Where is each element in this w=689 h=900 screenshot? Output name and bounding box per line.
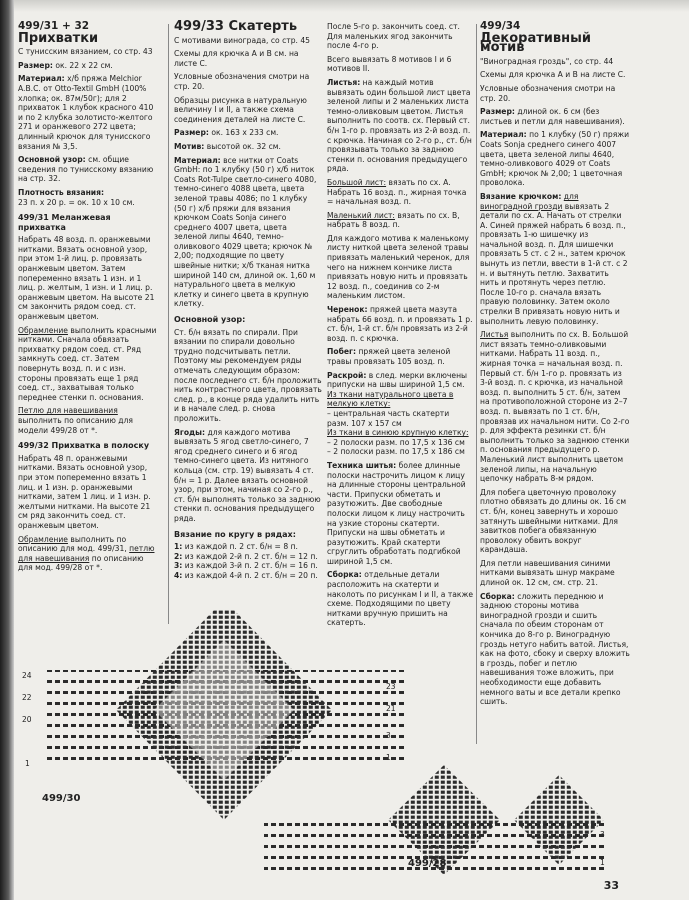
intro-text-3: Условные обозначения смотри на стр. 20. bbox=[480, 83, 616, 103]
materials-label: Материал: bbox=[174, 155, 221, 165]
round-number: 3: bbox=[174, 561, 183, 571]
big-leaf-text: вязать по сх. А. Набрать 16 возд. п., жирная точка = начальная возд. п. bbox=[327, 177, 467, 207]
edging-32-text: выполнить по описанию для мод. 499/31, bbox=[18, 534, 127, 554]
round-text: из каждой п. 2 ст. б/н = 8 п. bbox=[184, 542, 298, 552]
density-label: Плотность вязания: bbox=[18, 187, 105, 197]
leaves-label: Листья bbox=[480, 330, 509, 340]
basic-pattern-text: см. общие сведения по тунисскому вязанию на стр. 32. bbox=[18, 155, 154, 184]
round-number: 1: bbox=[174, 542, 183, 552]
density-paragraph bbox=[18, 188, 158, 207]
leaves-text: на каждый мотив вывязать один большой лист цвета зеленой липы и 2 маленьких листа темно-оливковым цветом. Листья выполнить по соотв. сх. Первый ст. б/н 1-го р. провязать из 2-й возд. п. с крючка. Начиная со 2-го р., ст. б/н провязывать только за заднюю стенки п. основания предыдущего ряда. bbox=[327, 77, 472, 174]
round-text: из каждой 4-й п. 2 ст. б/н = 20 п. bbox=[184, 570, 318, 580]
small-leaf-paragraph bbox=[327, 211, 473, 230]
subsection-title-31: 499/31 Меланжевая прихватка bbox=[18, 213, 111, 232]
loop-32-label: петлю для навешивания bbox=[18, 544, 155, 563]
cut-big-text-2: – 2 полоски разм. по 17,5 x 186 см bbox=[327, 447, 465, 457]
row-number-label: 22 bbox=[22, 693, 32, 702]
intro-text-1: С мотивами винограда, со стр. 45 bbox=[174, 35, 311, 45]
chart-label-499-30: 499/30 bbox=[42, 793, 81, 804]
shoot-paragraph bbox=[327, 347, 473, 366]
motif-label: Мотив: bbox=[174, 141, 205, 151]
round-item bbox=[174, 571, 322, 581]
materials-text: x/б пряжа Melchior A.B.C. от Otto-Textil GmbH (100% хлопка; ок. 87м/50г); для 2 прихваток 1 клубок красного 410 и по 2 клубка золотисто-желтого 271 и оранжевого 272 цвета; длинный крючок для тунисского вязания № 3,5. bbox=[18, 74, 154, 151]
round-item bbox=[174, 561, 322, 571]
cut-big-text-1: – 2 полоски разм. по 17,5 x 136 см bbox=[327, 437, 465, 447]
small-leaf-text: вязать по сх. В, набрать 8 возд. п. bbox=[327, 210, 460, 230]
subsection-31-text: Набрать 48 возд. п. оранжевыми нитками. Вязать основной узор, при этом 1-й лиц. р. провязать оранжевым цветом. Затем попеременно вязать 1 изн. и 1 лиц. р. желтым, 1 изн. и 1 лиц. р. оранжевым цветом. На высоте 21 см закончить рядом соед. ст. оранжевым цветом. bbox=[18, 235, 155, 322]
stem-label: Черенок: bbox=[327, 305, 368, 315]
assembly-text: отдельные детали расположить на скатерти и наколоть по рисункам I и II, а также схеме. Подходящими по цвету нитками вручную пришить на скатерть. bbox=[327, 570, 474, 628]
subsection-32-text: Набрать 48 п. оранжевыми нитками. Вязать основной узор, при этом попеременно вязать 1 лиц. и 1 изн. р. оранжевыми нитками, затем 1 лиц. и 1 изн. р. желтыми нитками. На высоте 21 см ряд закончить соед. ст. оранжевым цветом. bbox=[18, 453, 151, 530]
shoot-text: пряжей цвета зеленой травы провязать 105 возд. п. bbox=[327, 347, 451, 366]
motif-value: высотой ок. 32 см. bbox=[206, 141, 281, 151]
loop-text: Для петли навешивания синими нитками вывязать шнур макраме длиной ок. 12 см, см. стр. 21. bbox=[480, 558, 615, 588]
row-number-label: 24 bbox=[22, 671, 32, 680]
shoot-text: Для побега цветочную проволоку плотно обвязать до длины ок. 16 см ст. б/н, конец завернуть и хорошо затянуть швейными нитками. Для завитков побега обвязанную проволоку обвить вокруг карандаша. bbox=[480, 487, 627, 555]
edging-31-paragraph bbox=[18, 326, 158, 403]
berries-text: для каждого мотива вывязать 5 ягод светло-синего, 7 ягод среднего синего и 6 ягод темно-синего цвета. Из нитяного кольца (см. стр. 19) вывязать 4 ст. б/н = 1 р. Далее вязать основной узор, при этом, начиная со 2-го р., ст. б/н выполнять только за заднюю стенки п. основания предыдущего ряда. bbox=[174, 427, 321, 523]
stem-text: пряжей цвета мазута набрать 66 возд. п. и провязать 1 р. ст. б/н, 1-й ст. б/н провязать из 2-й возд. п. с крючка. bbox=[327, 305, 473, 343]
round-text: из каждой 3-й п. 2 ст. б/н = 16 п. bbox=[184, 561, 318, 571]
edging-32-paragraph bbox=[18, 535, 158, 573]
edging-32-label: Обрамление bbox=[18, 534, 68, 544]
cut-small-text: – центральная часть скатерти разм. 107 x 157 см bbox=[327, 408, 450, 428]
intro-text-3: Условные обозначения смотри на стр. 20. bbox=[174, 72, 310, 91]
column-divider bbox=[168, 24, 169, 624]
round-text: из каждой 2-й п. 2 ст. б/н = 12 п. bbox=[184, 551, 318, 561]
size-paragraph bbox=[18, 61, 158, 71]
section-number: 499/34 bbox=[480, 20, 521, 32]
chart-label-499-28: 499/28 bbox=[408, 858, 447, 869]
big-leaf-label: Большой лист: bbox=[327, 177, 387, 187]
leaves-paragraph bbox=[327, 78, 473, 174]
size-value: ок. 163 x 233 см. bbox=[211, 128, 279, 138]
section-title: Декоративный мотив bbox=[480, 30, 591, 56]
leaves-text: выполнить по сх. В. Большой лист вязать темно-оливковыми нитками. Набрать 11 возд. п., жирная точка = начальная возд. п. Первый ст. б/н 1-го р. провязать из 3-й возд. п. с крючка, из начальной возд. п. выполнить 5 ст. б/н, затем на противоположной стороне из 2–7 возд. п. вывязать по 1 ст. б/н, провязав их начальном нити. Со 2-го р. для эффекта резинки ст. б/н выполнить только за заднюю стенки п. основания предыдущего р. Маленький лист выполнить цветом зеленой липы, на начальную цепочку набрать 8-м рядом. bbox=[480, 330, 630, 484]
column-2 bbox=[174, 19, 322, 580]
cut-text: в след. мерки включены припуски на швы шириной 1,5 см. bbox=[327, 370, 468, 390]
size-value: ок. 22 x 22 см. bbox=[55, 60, 113, 70]
crochet-underline: для виноградной грозди bbox=[480, 191, 579, 211]
section-title: Прихватки bbox=[18, 30, 99, 46]
berries-label: Ягоды: bbox=[174, 427, 206, 437]
intro-text-4: Образцы рисунка в натуральную величину I и II, а также схема соединения деталей на листе С. bbox=[174, 95, 307, 124]
assembly-text: сложить переднюю и заднюю стороны мотива виноградной грозди и сшить сначала по обеим сторонам от кончика до 8-го р. Виноградную гроздь нетуго набить ватой. Листья, как на фото, сбоку и сверху вложить в гроздь, побег и петлю навешивания тоже вложить, при необходимости еще добавить немного ваты и все детали крепко сшить. bbox=[480, 591, 630, 707]
edging-31-label: Обрамление bbox=[18, 325, 68, 335]
loop-31-label: Петлю для навешивания bbox=[18, 406, 118, 416]
round-item bbox=[174, 542, 322, 552]
rounds-label: Вязание по кругу в рядах: bbox=[174, 529, 296, 539]
para-2: Всего вывязать 8 мотивов I и 6 мотивов II. bbox=[327, 54, 452, 74]
edging-31-text: выполнить красными нитками. Сначала обвязать прихватку рядом соед. ст. Ряд замкнуть соед. ст. Затем повернуть возд. п. и с изн. стороны провязать еще 1 ряд соед. ст., захватывая только переднее стенки п. основания. bbox=[18, 325, 157, 402]
density-text: 23 п. x 20 р. = ок. 10 x 10 см. bbox=[18, 197, 135, 207]
chart-499-30 bbox=[44, 610, 404, 820]
section-number: 499/31 + 32 bbox=[18, 20, 90, 32]
leaves-label: Листья: bbox=[327, 77, 361, 87]
para-1: После 5-го р. закончить соед. ст. Для маленьких ягод закончить после 4-го р. bbox=[327, 22, 460, 51]
page-number: 33 bbox=[603, 879, 619, 892]
leaves-paragraph bbox=[480, 330, 630, 484]
basic-pattern-paragraph bbox=[18, 155, 158, 184]
size-label: Размер: bbox=[174, 128, 209, 138]
para-3: Для каждого мотива к маленькому листу ниткой цвета зеленой травы привязать маленький черенок, для чего на нижнем кончике листа привязать новую нить и провязать 12 возд. п., соединив со 2-м маленьким листом. bbox=[327, 233, 470, 301]
motif-paragraph bbox=[174, 142, 322, 152]
knitting-charts bbox=[14, 610, 689, 900]
row-number-label: 3 bbox=[386, 731, 391, 740]
crochet-text: вывязать 2 детали по сх. А. Начать от стрелки А. Синей пряжей набрать 6 возд. п., провязать 1-ю шишечку из начальной возд. п. Для шишечки провязать 5 ст. с 2 н., затем крючок вынуть из петли, ввести в 1-й ст. с 2 н. и вытянуть петлю. Захватить нить и протянуть через петлю. После 10-го р. сначала вязать правую половинку. Затем около стрелки В привязать новую нить и выполнить левую половинку. bbox=[480, 201, 628, 326]
cut-small-label: Из ткани натурального цвета в мелкую клетку: bbox=[327, 389, 454, 409]
row-number-label: 20 bbox=[22, 715, 32, 724]
rounds-list bbox=[174, 542, 322, 580]
basic-pattern-label: Основной узор: bbox=[18, 155, 86, 165]
section-title: 499/33 Скатерть bbox=[174, 19, 298, 34]
materials-text: все нитки от Coats GmbH: по 1 клубку (50 г) x/б ниток Coats Rot-Tulpe светло-синего 4080, темно-синего 4088 цвета, цвета зеленой травы 4086; по 1 клубку (50 г) x/б пряжи для вязания крючком Coats Sonja синего среднего 4007 цвета, цвета зеленой липы 4640, темно-оливкового 4029 цвета; крючок № 2,00; подходящие по цвету швейные нитки; x/б тканая нитка шириной 140 см, длиной ок. 1,60 м натурального цвета в мелкую клетку и синего цвета в крупную клетку. bbox=[174, 155, 317, 309]
round-number: 4: bbox=[174, 570, 183, 580]
size-paragraph bbox=[480, 107, 630, 126]
big-leaf-paragraph bbox=[327, 178, 473, 207]
assembly-label: Сборка: bbox=[480, 591, 515, 601]
row-number-label: 1 bbox=[386, 753, 391, 762]
small-leaf-label: Маленький лист: bbox=[327, 210, 395, 220]
materials-paragraph bbox=[174, 156, 322, 310]
cut-label: Раскрой: bbox=[327, 370, 367, 380]
crochet-paragraph bbox=[480, 192, 630, 326]
row-number-label: 21 bbox=[386, 704, 396, 713]
basic-pattern-text: Ст. б/н вязать по спирали. При вязании по спирали довольно трудно подсчитывать петли. Поэтому мы рекомендуем ряды отмечать следующим образом: после последнего ст. б/н проложить нить контрастного цвета, провязать след. р., в конце ряда удалить нить и в начале след. р. снова проложить. bbox=[174, 327, 322, 423]
subsection-title-32: 499/32 Прихватка в полоску bbox=[18, 441, 150, 451]
stem-paragraph bbox=[327, 305, 473, 343]
shoot-label: Побег: bbox=[327, 347, 357, 357]
materials-label: Материал: bbox=[18, 74, 65, 84]
row-number-label: 3 bbox=[600, 830, 605, 839]
berries-paragraph bbox=[174, 428, 322, 524]
size-label: Размер: bbox=[480, 107, 515, 117]
size-label: Размер: bbox=[18, 60, 53, 70]
cut-big-label: Из ткани в синюю крупную клетку: bbox=[327, 428, 469, 438]
size-paragraph bbox=[174, 128, 322, 138]
row-number-label: 23 bbox=[386, 682, 396, 691]
loop-paragraph bbox=[480, 559, 630, 588]
assembly-label: Сборка: bbox=[327, 570, 362, 580]
row-number-label: 1 bbox=[600, 858, 605, 867]
intro-text-2: Схемы для крючка А и В на листе С. bbox=[480, 70, 626, 80]
intro-text-2: Схемы для крючка А и В см. на листе С. bbox=[174, 49, 299, 68]
round-number: 2: bbox=[174, 551, 183, 561]
round-item bbox=[174, 552, 322, 562]
column-3 bbox=[327, 22, 473, 632]
shoot-paragraph bbox=[480, 488, 630, 555]
row-number-label: 1 bbox=[25, 759, 30, 768]
materials-paragraph bbox=[480, 130, 630, 188]
sewing-label: Техника шитья: bbox=[327, 460, 397, 470]
materials-label: Материал: bbox=[480, 130, 527, 140]
loop-32-text: по описанию для мод. 499/28 от *. bbox=[18, 553, 144, 573]
intro-text: С тунисским вязанием, со стр. 43 bbox=[18, 47, 153, 57]
size-value: длиной ок. 6 см (без листьев и петли для навешивания). bbox=[480, 107, 625, 126]
loop-31-text: выполнить по описанию для модели 499/28 от *. bbox=[18, 415, 133, 435]
crochet-label: Вязание крючком: bbox=[480, 191, 562, 201]
cut-paragraph bbox=[327, 371, 473, 457]
materials-paragraph bbox=[18, 74, 158, 151]
basic-pattern-label: Основной узор: bbox=[174, 315, 246, 325]
page-top-shadow bbox=[14, 0, 689, 12]
intro-text-1: "Виноградная гроздь", со стр. 44 bbox=[480, 56, 614, 66]
column-1 bbox=[18, 22, 158, 577]
column-4 bbox=[480, 22, 630, 711]
sewing-text: более длинные полоски настрочить лицом к лицу на длинные стороны центральной части. Припуски обметать и разутюжить. Две свободные полоски лицом к лицу настрочить на узкие стороны скатерти. Припуски на швы обметать и разутюжить. Край скатерти сгруглить обработать подгибкой шириной 1,5 см. bbox=[327, 460, 466, 566]
page-binding bbox=[0, 0, 14, 900]
loop-31-paragraph bbox=[18, 406, 158, 435]
materials-text: по 1 клубку (50 г) пряжи Coats Sonja среднего синего 4007 цвета, цвета зеленой липы 4640, темно-оливкового 4029 от Coats GmbH; крючок № 2,00; 1 цветочная проволока. bbox=[480, 130, 630, 188]
sewing-paragraph bbox=[327, 461, 473, 567]
